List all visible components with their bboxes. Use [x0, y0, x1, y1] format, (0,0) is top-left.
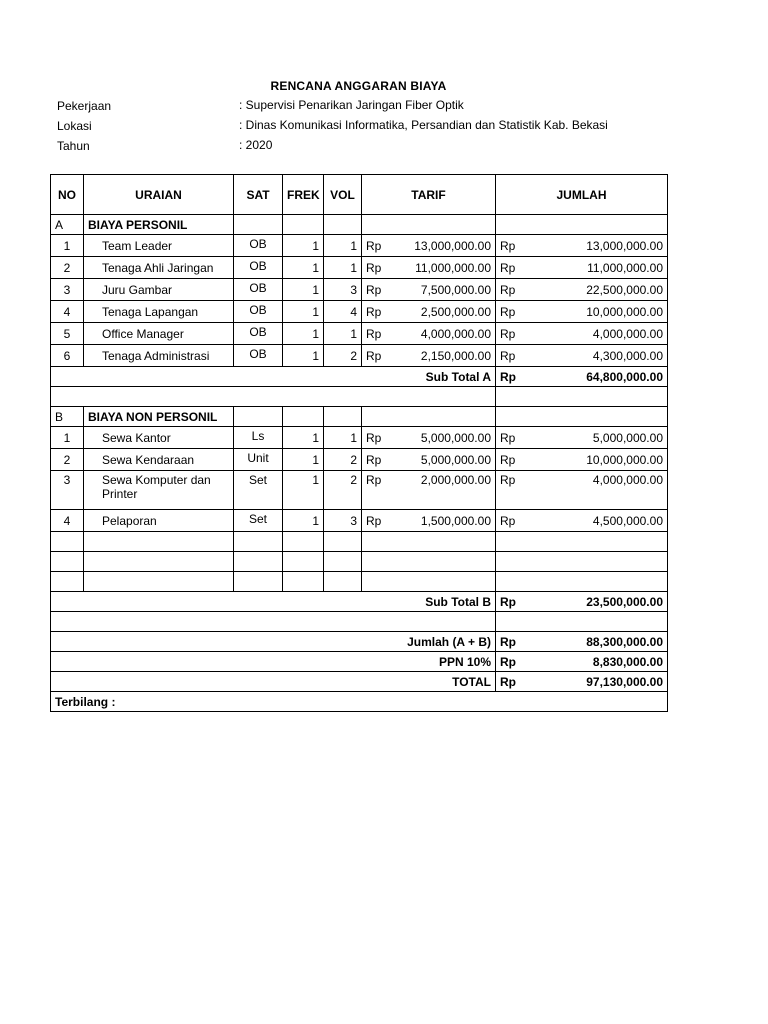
row-vol: 2 [324, 471, 362, 510]
row-frek: 1 [283, 510, 324, 532]
subtotal-a-value: 64,800,000.00 [586, 369, 663, 384]
row-frek: 1 [283, 279, 324, 301]
budget-table [50, 174, 668, 712]
empty-row [51, 532, 668, 552]
row-uraian: Sewa Komputer dan Printer [84, 471, 234, 510]
header-jumlah: JUMLAH [496, 175, 668, 215]
row-no: 2 [51, 257, 84, 279]
row-sat: Unit [234, 449, 283, 471]
document-title: RENCANA ANGGARAN BIAYA [270, 79, 447, 93]
row-sat: OB [234, 345, 283, 367]
row-jumlah-currency: Rp [500, 348, 516, 363]
row-uraian: Sewa Kendaraan [84, 449, 234, 471]
row-vol: 2 [324, 449, 362, 471]
table-row [51, 471, 668, 510]
row-uraian: Tenaga Ahli Jaringan [84, 257, 234, 279]
section-b-title: BIAYA NON PERSONIL [84, 407, 234, 427]
row-frek: 1 [283, 323, 324, 345]
row-jumlah: 22,500,000.00 [586, 282, 663, 297]
row-tarif: 5,000,000.00 [420, 430, 491, 445]
row-tarif-currency: Rp [366, 326, 382, 341]
ppn-currency: Rp [500, 654, 516, 669]
subtotal-b-value: 23,500,000.00 [586, 594, 663, 609]
row-sat: OB [234, 279, 283, 301]
header-tarif: TARIF [362, 175, 496, 215]
ppn-label: PPN 10% [51, 652, 496, 672]
row-jumlah-currency: Rp [500, 326, 516, 341]
row-jumlah: 11,000,000.00 [587, 260, 663, 275]
row-tarif-currency: Rp [366, 513, 382, 528]
table-row [51, 257, 668, 279]
row-jumlah: 10,000,000.00 [586, 304, 663, 319]
header-no: NO [51, 175, 84, 215]
meta-value-lokasi: : Dinas Komunikasi Informatika, Persandian dan Statistik Kab. Bekasi [239, 118, 608, 132]
row-vol: 1 [324, 323, 362, 345]
grand-total-label: TOTAL [51, 672, 496, 692]
row-frek: 1 [283, 235, 324, 257]
row-no: 3 [51, 279, 84, 301]
jumlah-ab-currency: Rp [500, 634, 516, 649]
row-tarif-currency: Rp [366, 260, 382, 275]
meta-label-tahun: Tahun [57, 139, 90, 153]
row-frek: 1 [283, 449, 324, 471]
grand-total-currency: Rp [500, 674, 516, 689]
row-jumlah: 13,000,000.00 [586, 238, 663, 253]
meta-label-pekerjaan: Pekerjaan [57, 99, 112, 113]
header-uraian: URAIAN [84, 175, 234, 215]
row-jumlah-currency: Rp [500, 282, 516, 297]
row-jumlah-currency: Rp [500, 304, 516, 319]
header-frek: FREK [283, 175, 324, 215]
table-row [51, 235, 668, 257]
total-row [51, 632, 668, 652]
row-tarif: 1,500,000.00 [420, 513, 491, 528]
total-row [51, 672, 668, 692]
row-jumlah-currency: Rp [500, 260, 516, 275]
row-jumlah-currency: Rp [500, 513, 516, 528]
row-jumlah: 4,500,000.00 [592, 513, 663, 528]
total-row [51, 652, 668, 672]
subtotal-a-currency: Rp [500, 369, 516, 384]
table-row [51, 510, 668, 532]
section-a-title: BIAYA PERSONIL [84, 215, 234, 235]
row-jumlah-currency: Rp [500, 430, 516, 445]
row-frek: 1 [283, 471, 324, 510]
row-uraian: Juru Gambar [84, 279, 234, 301]
section-a-code: A [51, 215, 84, 235]
row-tarif-currency: Rp [366, 452, 382, 467]
row-tarif-currency: Rp [366, 238, 382, 253]
row-tarif-currency: Rp [366, 348, 382, 363]
row-uraian: Sewa Kantor [84, 427, 234, 449]
row-tarif-currency: Rp [366, 282, 382, 297]
row-sat: Ls [234, 427, 283, 449]
row-sat: OB [234, 301, 283, 323]
row-uraian: Tenaga Lapangan [84, 301, 234, 323]
spacer-row [51, 387, 668, 407]
grand-total-value: 97,130,000.00 [586, 674, 663, 689]
row-vol: 1 [324, 257, 362, 279]
row-tarif-currency: Rp [366, 304, 382, 319]
section-b-code: B [51, 407, 84, 427]
table-row [51, 427, 668, 449]
row-frek: 1 [283, 301, 324, 323]
row-uraian: Tenaga Administrasi [84, 345, 234, 367]
table-row [51, 345, 668, 367]
row-tarif: 4,000,000.00 [420, 326, 491, 341]
row-jumlah: 10,000,000.00 [586, 452, 663, 467]
row-tarif: 11,000,000.00 [415, 260, 491, 275]
row-no: 1 [51, 235, 84, 257]
row-uraian: Pelaporan [84, 510, 234, 532]
spacer-row [51, 612, 668, 632]
row-no: 4 [51, 510, 84, 532]
row-sat: Set [234, 471, 283, 510]
meta-value-pekerjaan: : Supervisi Penarikan Jaringan Fiber Optik [239, 98, 464, 112]
subtotal-b-row [51, 592, 668, 612]
row-tarif-currency: Rp [366, 430, 382, 445]
row-no: 1 [51, 427, 84, 449]
row-sat: Set [234, 510, 283, 532]
table-row [51, 301, 668, 323]
row-vol: 1 [324, 235, 362, 257]
subtotal-a-row [51, 367, 668, 387]
row-jumlah: 5,000,000.00 [592, 430, 663, 445]
row-frek: 1 [283, 345, 324, 367]
row-tarif: 2,000,000.00 [420, 473, 491, 487]
table-header-row [51, 175, 668, 215]
row-vol: 3 [324, 279, 362, 301]
row-jumlah: 4,300,000.00 [592, 348, 663, 363]
row-sat: OB [234, 257, 283, 279]
row-vol: 4 [324, 301, 362, 323]
row-no: 5 [51, 323, 84, 345]
row-tarif-currency: Rp [366, 473, 382, 487]
row-uraian: Office Manager [84, 323, 234, 345]
row-no: 2 [51, 449, 84, 471]
terbilang-label: Terbilang : [51, 692, 668, 712]
row-vol: 2 [324, 345, 362, 367]
row-sat: OB [234, 235, 283, 257]
row-tarif: 2,500,000.00 [420, 304, 491, 319]
row-jumlah: 4,000,000.00 [592, 326, 663, 341]
section-b-header-row [51, 407, 668, 427]
subtotal-a-label: Sub Total A [51, 367, 496, 387]
row-tarif: 13,000,000.00 [414, 238, 491, 253]
row-tarif: 5,000,000.00 [420, 452, 491, 467]
ppn-value: 8,830,000.00 [592, 654, 663, 669]
jumlah-ab-value: 88,300,000.00 [586, 634, 663, 649]
row-no: 6 [51, 345, 84, 367]
row-vol: 1 [324, 427, 362, 449]
row-no: 3 [51, 471, 84, 510]
jumlah-ab-label: Jumlah (A + B) [51, 632, 496, 652]
subtotal-b-label: Sub Total B [51, 592, 496, 612]
header-vol: VOL [324, 175, 362, 215]
meta-value-tahun: : 2020 [239, 138, 273, 152]
row-jumlah-currency: Rp [500, 238, 516, 253]
section-a-header-row [51, 215, 668, 235]
empty-row [51, 572, 668, 592]
header-sat: SAT [234, 175, 283, 215]
table-row [51, 279, 668, 301]
row-jumlah-currency: Rp [500, 473, 516, 487]
empty-row [51, 552, 668, 572]
row-tarif: 7,500,000.00 [420, 282, 491, 297]
row-frek: 1 [283, 427, 324, 449]
row-frek: 1 [283, 257, 324, 279]
table-row [51, 323, 668, 345]
row-uraian: Team Leader [84, 235, 234, 257]
meta-label-lokasi: Lokasi [57, 119, 92, 133]
row-jumlah-currency: Rp [500, 452, 516, 467]
row-vol: 3 [324, 510, 362, 532]
row-sat: OB [234, 323, 283, 345]
row-jumlah: 4,000,000.00 [592, 473, 663, 487]
subtotal-b-currency: Rp [500, 594, 516, 609]
row-tarif: 2,150,000.00 [420, 348, 491, 363]
row-no: 4 [51, 301, 84, 323]
table-row [51, 449, 668, 471]
terbilang-row [51, 692, 668, 712]
